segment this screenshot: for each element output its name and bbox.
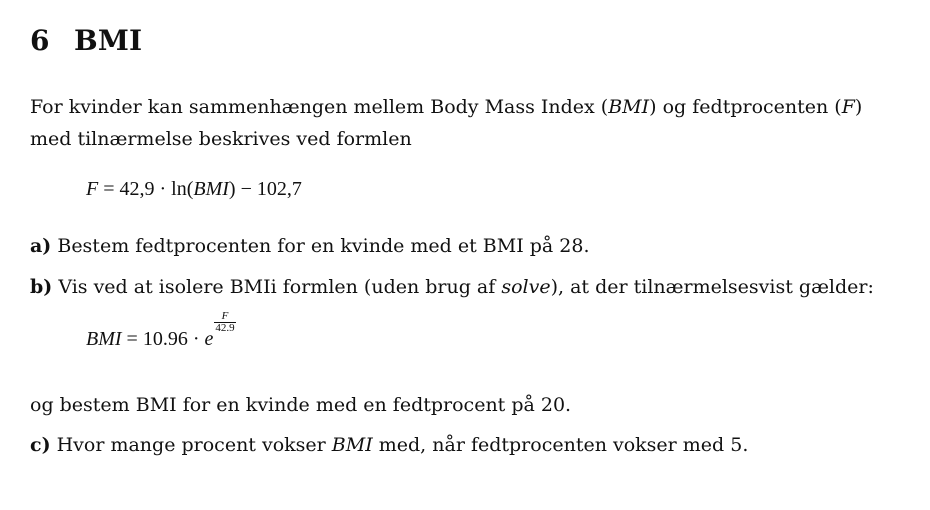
intro-text-2: ) og fedtprocenten ( [649, 96, 842, 118]
question-c-label: c) [30, 434, 51, 456]
formula1-rest: ) − 102,7 [228, 178, 302, 200]
intro-text-3: ) [854, 96, 863, 118]
formula2-lhs: BMI [86, 328, 122, 350]
intro-var-bmi: BMI [608, 96, 650, 118]
question-b-text-1: Vis ved at isolere BMIi formlen (uden brug af [52, 276, 502, 298]
formula-bmi [86, 310, 236, 351]
question-a-text: Bestem fedtprocenten for en kvinde med et BMI på 28. [51, 235, 590, 257]
section-title: BMI [74, 24, 143, 57]
intro-text-1: For kvinder kan sammenhængen mellem Body Mass Index ( [30, 96, 609, 118]
question-c [30, 429, 748, 461]
formula-fat-percentage [86, 178, 302, 201]
question-b-solve: solve [501, 276, 551, 298]
formula2-exponent-denominator: 42.9 [215, 322, 235, 334]
section-heading [30, 24, 142, 57]
formula1-eq: = 42,9 · ln( [98, 178, 194, 200]
question-b-label: b) [30, 276, 53, 298]
formula2-exponent-numerator: F [214, 311, 235, 323]
question-c-var: BMI [331, 434, 373, 456]
question-a-label: a) [30, 235, 52, 257]
section-number: 6 [30, 24, 50, 57]
intro-paragraph [30, 91, 862, 155]
question-b [30, 271, 874, 303]
formula1-lhs: F [86, 178, 99, 200]
intro-var-f: F [841, 96, 855, 118]
question-b-continuation: og bestem BMI for en kvinde med en fedtprocent på 20. [30, 394, 572, 416]
intro-line-1 [30, 91, 862, 123]
formula2-eq: = 10.96 · [121, 328, 205, 350]
question-c-text-1: Hvor mange procent vokser [50, 434, 332, 456]
intro-line-2: med tilnærmelse beskrives ved formlen [30, 128, 412, 150]
formula2-exponent [214, 311, 235, 334]
question-b-text-2: ), at der tilnærmelsesvist gælder: [550, 276, 874, 298]
question-c-text-2: med, når fedtprocenten vokser med 5. [372, 434, 749, 456]
question-a [30, 230, 590, 262]
formula1-var: BMI [193, 178, 229, 200]
formula2-base: e [204, 328, 214, 350]
